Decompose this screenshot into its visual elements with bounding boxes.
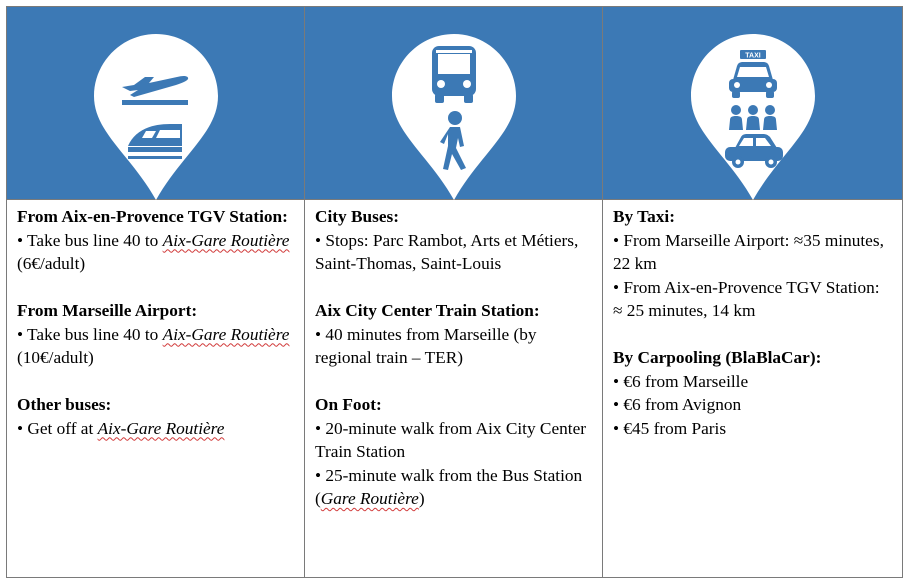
section — [17, 299, 294, 370]
section-heading: Aix City Center Train Station: — [315, 301, 540, 320]
line-text: • 25-minute walk from the Bus Station ( — [315, 465, 583, 508]
section — [315, 299, 592, 370]
place-name: Gare Routière — [320, 489, 419, 508]
section — [613, 205, 892, 323]
column-header — [7, 7, 304, 200]
line-text: • From Marseille Airport: ≈35 minutes, 22 km — [613, 230, 884, 273]
line-text: • Take bus line 40 to — [17, 230, 163, 250]
line-text: ) — [418, 489, 425, 508]
column-header — [603, 7, 902, 200]
info-line — [315, 229, 592, 276]
info-line — [17, 417, 294, 441]
section-heading: Other buses: — [17, 395, 112, 414]
line-text: • 40 minutes from Marseille (by regional train – TER) — [315, 324, 537, 367]
map-pin-icon — [392, 34, 516, 200]
line-text: (10€/adult) — [17, 348, 94, 367]
info-line — [17, 229, 294, 276]
bus-icon — [432, 46, 476, 103]
column-body — [315, 205, 592, 511]
info-line — [315, 464, 592, 511]
line-text: (6€/adult) — [17, 254, 86, 273]
section-heading: On Foot: — [315, 395, 382, 414]
info-line — [17, 323, 294, 370]
line-text: • Get off at — [17, 418, 98, 438]
section — [315, 205, 592, 276]
info-line — [613, 417, 892, 441]
place-name: Aix-Gare Routière — [162, 230, 290, 250]
place-name: Aix-Gare Routière — [162, 324, 290, 344]
info-line — [315, 417, 592, 464]
place-name: Aix-Gare Routière — [97, 418, 225, 438]
info-line — [613, 229, 892, 276]
column-header — [305, 7, 602, 200]
column-body — [17, 205, 294, 440]
section — [613, 346, 892, 440]
info-line — [613, 370, 892, 394]
info-line — [613, 393, 892, 417]
people-icon — [729, 105, 777, 130]
line-text: • 20-minute walk from Aix City Center Train Station — [315, 418, 586, 461]
section-heading: City Buses: — [315, 207, 400, 226]
svg-text:TAXI: TAXI — [744, 52, 761, 60]
line-text: • €45 from Paris — [613, 418, 727, 438]
column-body — [613, 205, 892, 440]
section-heading: By Carpooling (BlaBlaCar): — [613, 348, 822, 367]
info-line — [315, 323, 592, 370]
section-heading: From Aix-en-Provence TGV Station: — [17, 207, 288, 226]
info-line — [613, 276, 892, 323]
section-heading: From Marseille Airport: — [17, 301, 198, 320]
section — [315, 393, 592, 511]
line-text: • From Aix-en-Provence TGV Station: ≈ 25 minutes, 14 km — [613, 277, 880, 320]
transport-table — [6, 6, 903, 578]
map-pin-icon — [691, 34, 815, 200]
section — [17, 205, 294, 276]
line-text: • Take bus line 40 to — [17, 324, 163, 344]
section-heading: By Taxi: — [613, 207, 675, 226]
section — [17, 393, 294, 440]
map-pin-icon — [94, 34, 218, 200]
line-text: • €6 from Avignon — [613, 395, 742, 414]
column-bus-foot — [305, 7, 603, 577]
column-air-train — [7, 7, 305, 577]
column-taxi-carpool — [603, 7, 902, 577]
line-text: • Stops: Parc Rambot, Arts et Métiers, Saint-Thomas, Saint-Louis — [315, 230, 579, 273]
line-text: • €6 from Marseille — [613, 371, 749, 391]
